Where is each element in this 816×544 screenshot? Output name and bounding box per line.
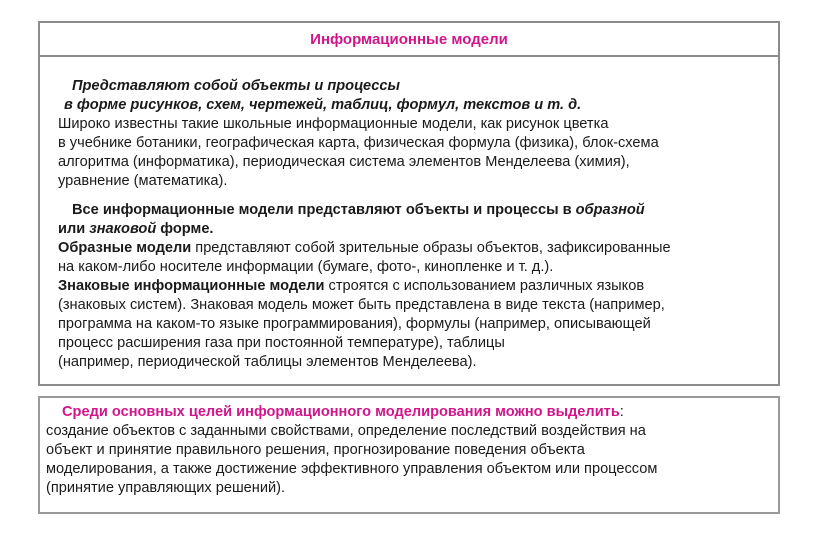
- modeling-goals-panel: [38, 396, 780, 514]
- figurative-models-term: Образные модели: [58, 240, 192, 256]
- goals-line-2: объект и принятие правильного решения, прогнозирование поведения объекта: [46, 442, 585, 458]
- panel-title: Информационные модели: [40, 23, 778, 57]
- examples-line-1: Широко известны такие школьные информационные модели, как рисунок цветка: [58, 116, 609, 132]
- goals-line-4: (принятие управляющих решений).: [46, 480, 286, 496]
- sign-models-line-3: программа на каком-то языке программирования), формулы (например, описывающей: [58, 316, 651, 332]
- goals-lead-line: [46, 403, 762, 422]
- forms-text-end: форме.: [156, 221, 214, 237]
- forms-text-start: Все информационные модели представляют объекты и процессы в: [72, 202, 576, 218]
- spacer: [58, 191, 762, 201]
- examples-line-2: в учебнике ботаники, географическая карта, физическая формула (физика), блок-схема: [58, 135, 659, 151]
- intro-line-2: в форме рисунков, схем, чертежей, таблиц, формул, текстов и т. д.: [64, 97, 582, 113]
- examples-line-4: уравнение (математика).: [58, 173, 228, 189]
- sign-models-def: строятся с использованием различных языков: [324, 278, 645, 294]
- goals-line-3: моделирования, а также достижение эффективного управления объектом или процессом: [46, 461, 658, 477]
- forms-sign: знаковой: [89, 221, 157, 237]
- intro-line-1: Представляют собой объекты и процессы: [72, 78, 400, 94]
- figurative-models-def: представляют собой зрительные образы объектов, зафиксированные: [191, 240, 671, 256]
- goals-lead: Среди основных целей информационного моделирования можно выделить: [62, 404, 620, 420]
- sign-models-line-1: [58, 277, 762, 296]
- sign-models-term: Знаковые информационные модели: [58, 278, 325, 294]
- examples-line-3: алгоритма (информатика), периодическая система элементов Менделеева (химия),: [58, 154, 630, 170]
- figurative-models-line-1: [58, 239, 762, 258]
- goals-body: [40, 398, 778, 498]
- sign-models-line-4: процесс расширения газа при постоянной температуре), таблицы: [58, 335, 505, 351]
- goals-colon: :: [619, 404, 624, 420]
- forms-line-1: [58, 201, 762, 220]
- panel-body: [40, 57, 778, 372]
- forms-line-2: [58, 220, 762, 239]
- forms-figurative: образной: [575, 202, 645, 218]
- sign-models-line-5: (например, периодической таблицы элементов Менделеева).: [58, 354, 477, 370]
- forms-text-mid: или: [58, 221, 90, 237]
- information-models-panel: [38, 21, 780, 386]
- sign-models-line-2: (знаковых систем). Знаковая модель может быть представлена в виде текста (например,: [58, 297, 665, 313]
- goals-line-1: создание объектов с заданными свойствами, определение последствий воздействия на: [46, 423, 646, 439]
- figurative-models-line-2: на каком-либо носителе информации (бумаге, фото-, кинопленке и т. д.).: [58, 259, 554, 275]
